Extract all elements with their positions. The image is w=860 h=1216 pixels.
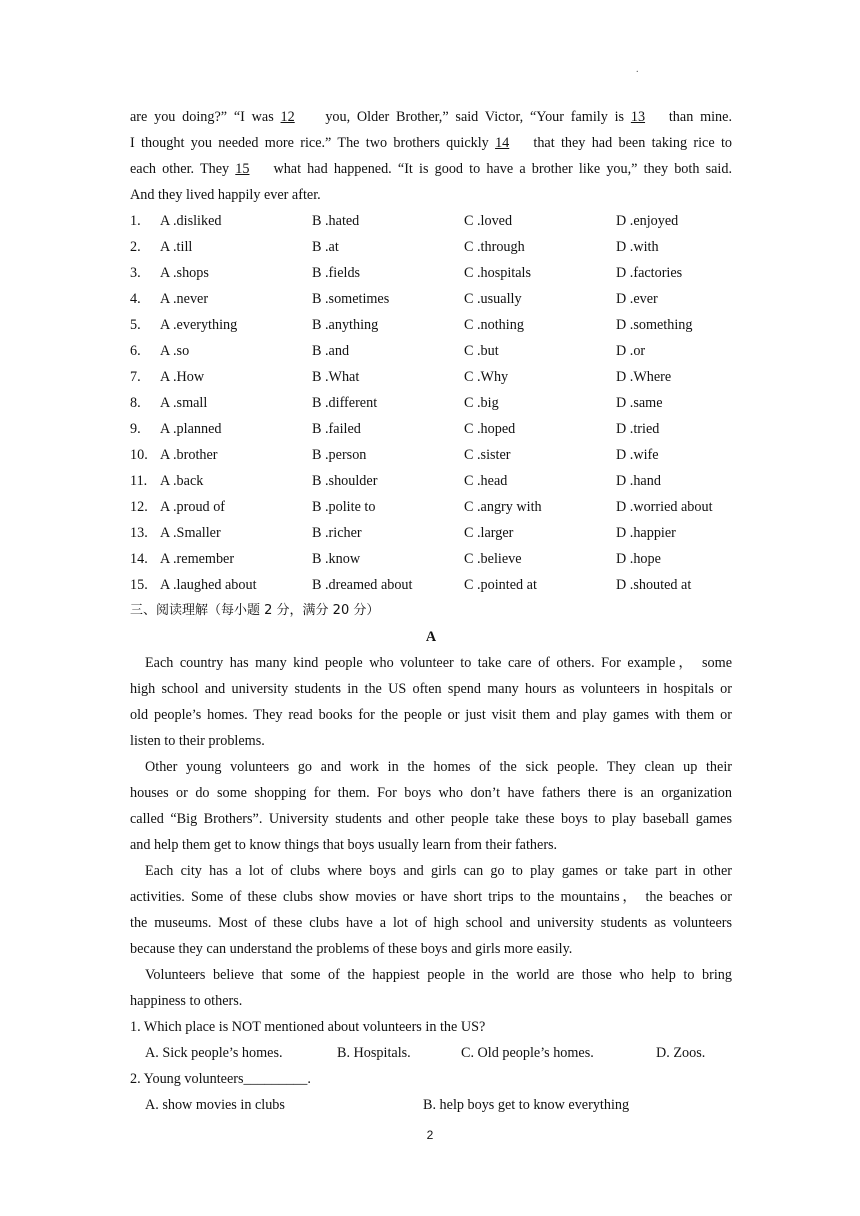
option-d: D .wife <box>616 447 659 463</box>
question-2-stem: 2. Young volunteers_________. <box>130 1071 311 1087</box>
passage-line: Each city has a lot of clubs where boys and girls can go to play games or take part in other <box>145 863 732 879</box>
passage-line: high school and university students in the US often spend many hours as volunteers in hospitals or <box>130 681 732 697</box>
option-a: A .disliked <box>160 213 222 229</box>
option-number: 7. <box>130 369 141 385</box>
question-1-options <box>130 1040 732 1066</box>
cloze-text: than mine. <box>668 109 732 125</box>
passage-line: activities. Some of these clubs show movies or have short trips to the mountains， the beaches or <box>130 889 732 905</box>
passage-line: because they can understand the problems of these boys and girls more easily. <box>130 941 573 957</box>
option-number: 3. <box>130 265 141 281</box>
option-c: C .angry with <box>464 499 542 515</box>
option-d: D .same <box>616 395 663 411</box>
option-number: 2. <box>130 239 141 255</box>
passage-line: Volunteers believe that some of the happiest people in the world are those who help to bring <box>145 967 732 983</box>
cloze-option-row <box>130 260 732 286</box>
cloze-text: are you doing?” “I was <box>130 109 281 125</box>
option-a: A .back <box>160 473 204 489</box>
option-a: A .laughed about <box>160 577 257 593</box>
option-number: 13. <box>130 525 148 541</box>
option-b: B .and <box>312 343 350 359</box>
option-d: D .something <box>616 317 693 333</box>
option-d: D .Where <box>616 369 672 385</box>
option-d: D .enjoyed <box>616 213 679 229</box>
option-d: D .hand <box>616 473 661 489</box>
question-1-option-b: B. Hospitals. <box>337 1045 411 1061</box>
section-title: 三、阅读理解（每小题 2 分，满分 20 分） <box>130 603 380 618</box>
top-mark: . <box>636 64 639 75</box>
option-b: B .richer <box>312 525 362 541</box>
option-b: B .person <box>312 447 367 463</box>
option-d: D .or <box>616 343 646 359</box>
cloze-line-4: And they lived happily ever after. <box>130 187 321 203</box>
option-a: A .shops <box>160 265 209 281</box>
option-a: A .so <box>160 343 190 359</box>
passage-line: happiness to others. <box>130 993 243 1009</box>
option-b: B .sometimes <box>312 291 390 307</box>
cloze-text: you, Older Brother,” said Victor, “Your family is <box>318 109 631 125</box>
option-b: B .What <box>312 369 360 385</box>
option-c: C .big <box>464 395 499 411</box>
option-c: C .pointed at <box>464 577 537 593</box>
option-number: 9. <box>130 421 141 437</box>
cloze-option-row <box>130 208 732 234</box>
option-b: B .at <box>312 239 339 255</box>
option-number: 15. <box>130 577 148 593</box>
cloze-option-row <box>130 416 732 442</box>
cloze-line-3 <box>130 156 732 182</box>
cloze-option-row <box>130 468 732 494</box>
option-a: A .planned <box>160 421 222 437</box>
option-b: B .failed <box>312 421 361 437</box>
option-c: C .believe <box>464 551 522 567</box>
blank-12: 12 <box>280 109 295 125</box>
blank-15: 15 <box>235 161 250 177</box>
passage-line: Each country has many kind people who volunteer to take care of others. For example， some <box>145 655 732 671</box>
option-a: A .everything <box>160 317 238 333</box>
cloze-option-row <box>130 494 732 520</box>
option-number: 1. <box>130 213 141 229</box>
option-number: 14. <box>130 551 148 567</box>
cloze-option-row <box>130 572 732 598</box>
passage-line: and help them get to know things that boys usually learn from their fathers. <box>130 837 558 853</box>
option-d: D .hope <box>616 551 661 567</box>
question-1-stem: 1. Which place is NOT mentioned about volunteers in the US? <box>130 1019 486 1035</box>
cloze-options-list <box>130 208 732 598</box>
option-c: C .hoped <box>464 421 516 437</box>
option-d: D .with <box>616 239 659 255</box>
option-number: 10. <box>130 447 148 463</box>
cloze-text: that they had been taking rice to <box>527 135 732 151</box>
cloze-option-row <box>130 364 732 390</box>
cloze-option-row <box>130 520 732 546</box>
option-d: D .factories <box>616 265 683 281</box>
option-number: 5. <box>130 317 141 333</box>
option-c: C .sister <box>464 447 511 463</box>
question-1-option-c: C. Old people’s homes. <box>461 1045 594 1061</box>
passage-line: old people’s homes. They read books for the people or just visit them and play games with them or <box>130 707 732 723</box>
option-b: B .fields <box>312 265 361 281</box>
option-b: B .dreamed about <box>312 577 413 593</box>
option-c: C .larger <box>464 525 514 541</box>
cloze-option-row <box>130 312 732 338</box>
option-b: B .different <box>312 395 378 411</box>
option-number: 6. <box>130 343 141 359</box>
page-content <box>130 104 732 1118</box>
option-c: C .nothing <box>464 317 524 333</box>
cloze-text: what had happened. “It is good to have a brother like you,” they both said. <box>267 161 732 177</box>
option-c: C .head <box>464 473 508 489</box>
blank-14: 14 <box>495 135 510 151</box>
option-d: D .happier <box>616 525 676 541</box>
cloze-text: each other. They <box>130 161 236 177</box>
option-a: A .brother <box>160 447 218 463</box>
option-b: B .know <box>312 551 361 567</box>
question-2-options <box>130 1092 732 1118</box>
option-b: B .polite to <box>312 499 376 515</box>
cloze-option-row <box>130 442 732 468</box>
passage-line: Other young volunteers go and work in the homes of the sick people. They clean up their <box>145 759 732 775</box>
page-number: 2 <box>426 1128 434 1142</box>
option-b: B .anything <box>312 317 379 333</box>
option-d: D .worried about <box>616 499 713 515</box>
option-d: D .shouted at <box>616 577 692 593</box>
option-b: B .shoulder <box>312 473 378 489</box>
option-number: 8. <box>130 395 141 411</box>
option-d: D .tried <box>616 421 660 437</box>
option-a: A .small <box>160 395 208 411</box>
passage-line: called “Big Brothers”. University students and other people take these boys to play baseball games <box>130 811 732 827</box>
blank-13: 13 <box>630 109 646 125</box>
option-c: C .but <box>464 343 499 359</box>
passage-line: houses or do some shopping for them. For boys who don’t have fathers there is an organization <box>130 785 732 801</box>
option-a: A .Smaller <box>160 525 221 541</box>
option-a: A .How <box>160 369 205 385</box>
question-1-option-a: A. Sick people’s homes. <box>145 1045 283 1061</box>
cloze-text: I thought you needed more rice.” The two brothers quickly <box>130 135 496 151</box>
passage-line: listen to their problems. <box>130 733 265 749</box>
cloze-line-2 <box>130 130 732 156</box>
option-a: A .proud of <box>160 499 226 515</box>
cloze-option-row <box>130 286 732 312</box>
passage-line: the museums. Most of these clubs have a lot of high school and university students as volunteers <box>130 915 732 931</box>
option-b: B .hated <box>312 213 360 229</box>
option-c: C .through <box>464 239 525 255</box>
question-2-option-b: B. help boys get to know everything <box>423 1097 630 1113</box>
option-a: A .till <box>160 239 193 255</box>
question-2-option-a: A. show movies in clubs <box>145 1097 285 1113</box>
option-c: C .hospitals <box>464 265 532 281</box>
option-number: 4. <box>130 291 141 307</box>
option-number: 11. <box>130 473 148 489</box>
option-number: 12. <box>130 499 148 515</box>
option-c: C .usually <box>464 291 522 307</box>
reading-passage <box>130 650 732 1014</box>
passage-label: A <box>425 629 437 645</box>
option-a: A .never <box>160 291 209 307</box>
option-c: C .loved <box>464 213 513 229</box>
cloze-option-row <box>130 546 732 572</box>
cloze-line-1 <box>130 104 732 130</box>
option-c: C .Why <box>464 369 509 385</box>
option-a: A .remember <box>160 551 235 567</box>
cloze-option-row <box>130 390 732 416</box>
cloze-option-row <box>130 338 732 364</box>
option-d: D .ever <box>616 291 658 307</box>
cloze-option-row <box>130 234 732 260</box>
question-1-option-d: D. Zoos. <box>656 1045 706 1061</box>
